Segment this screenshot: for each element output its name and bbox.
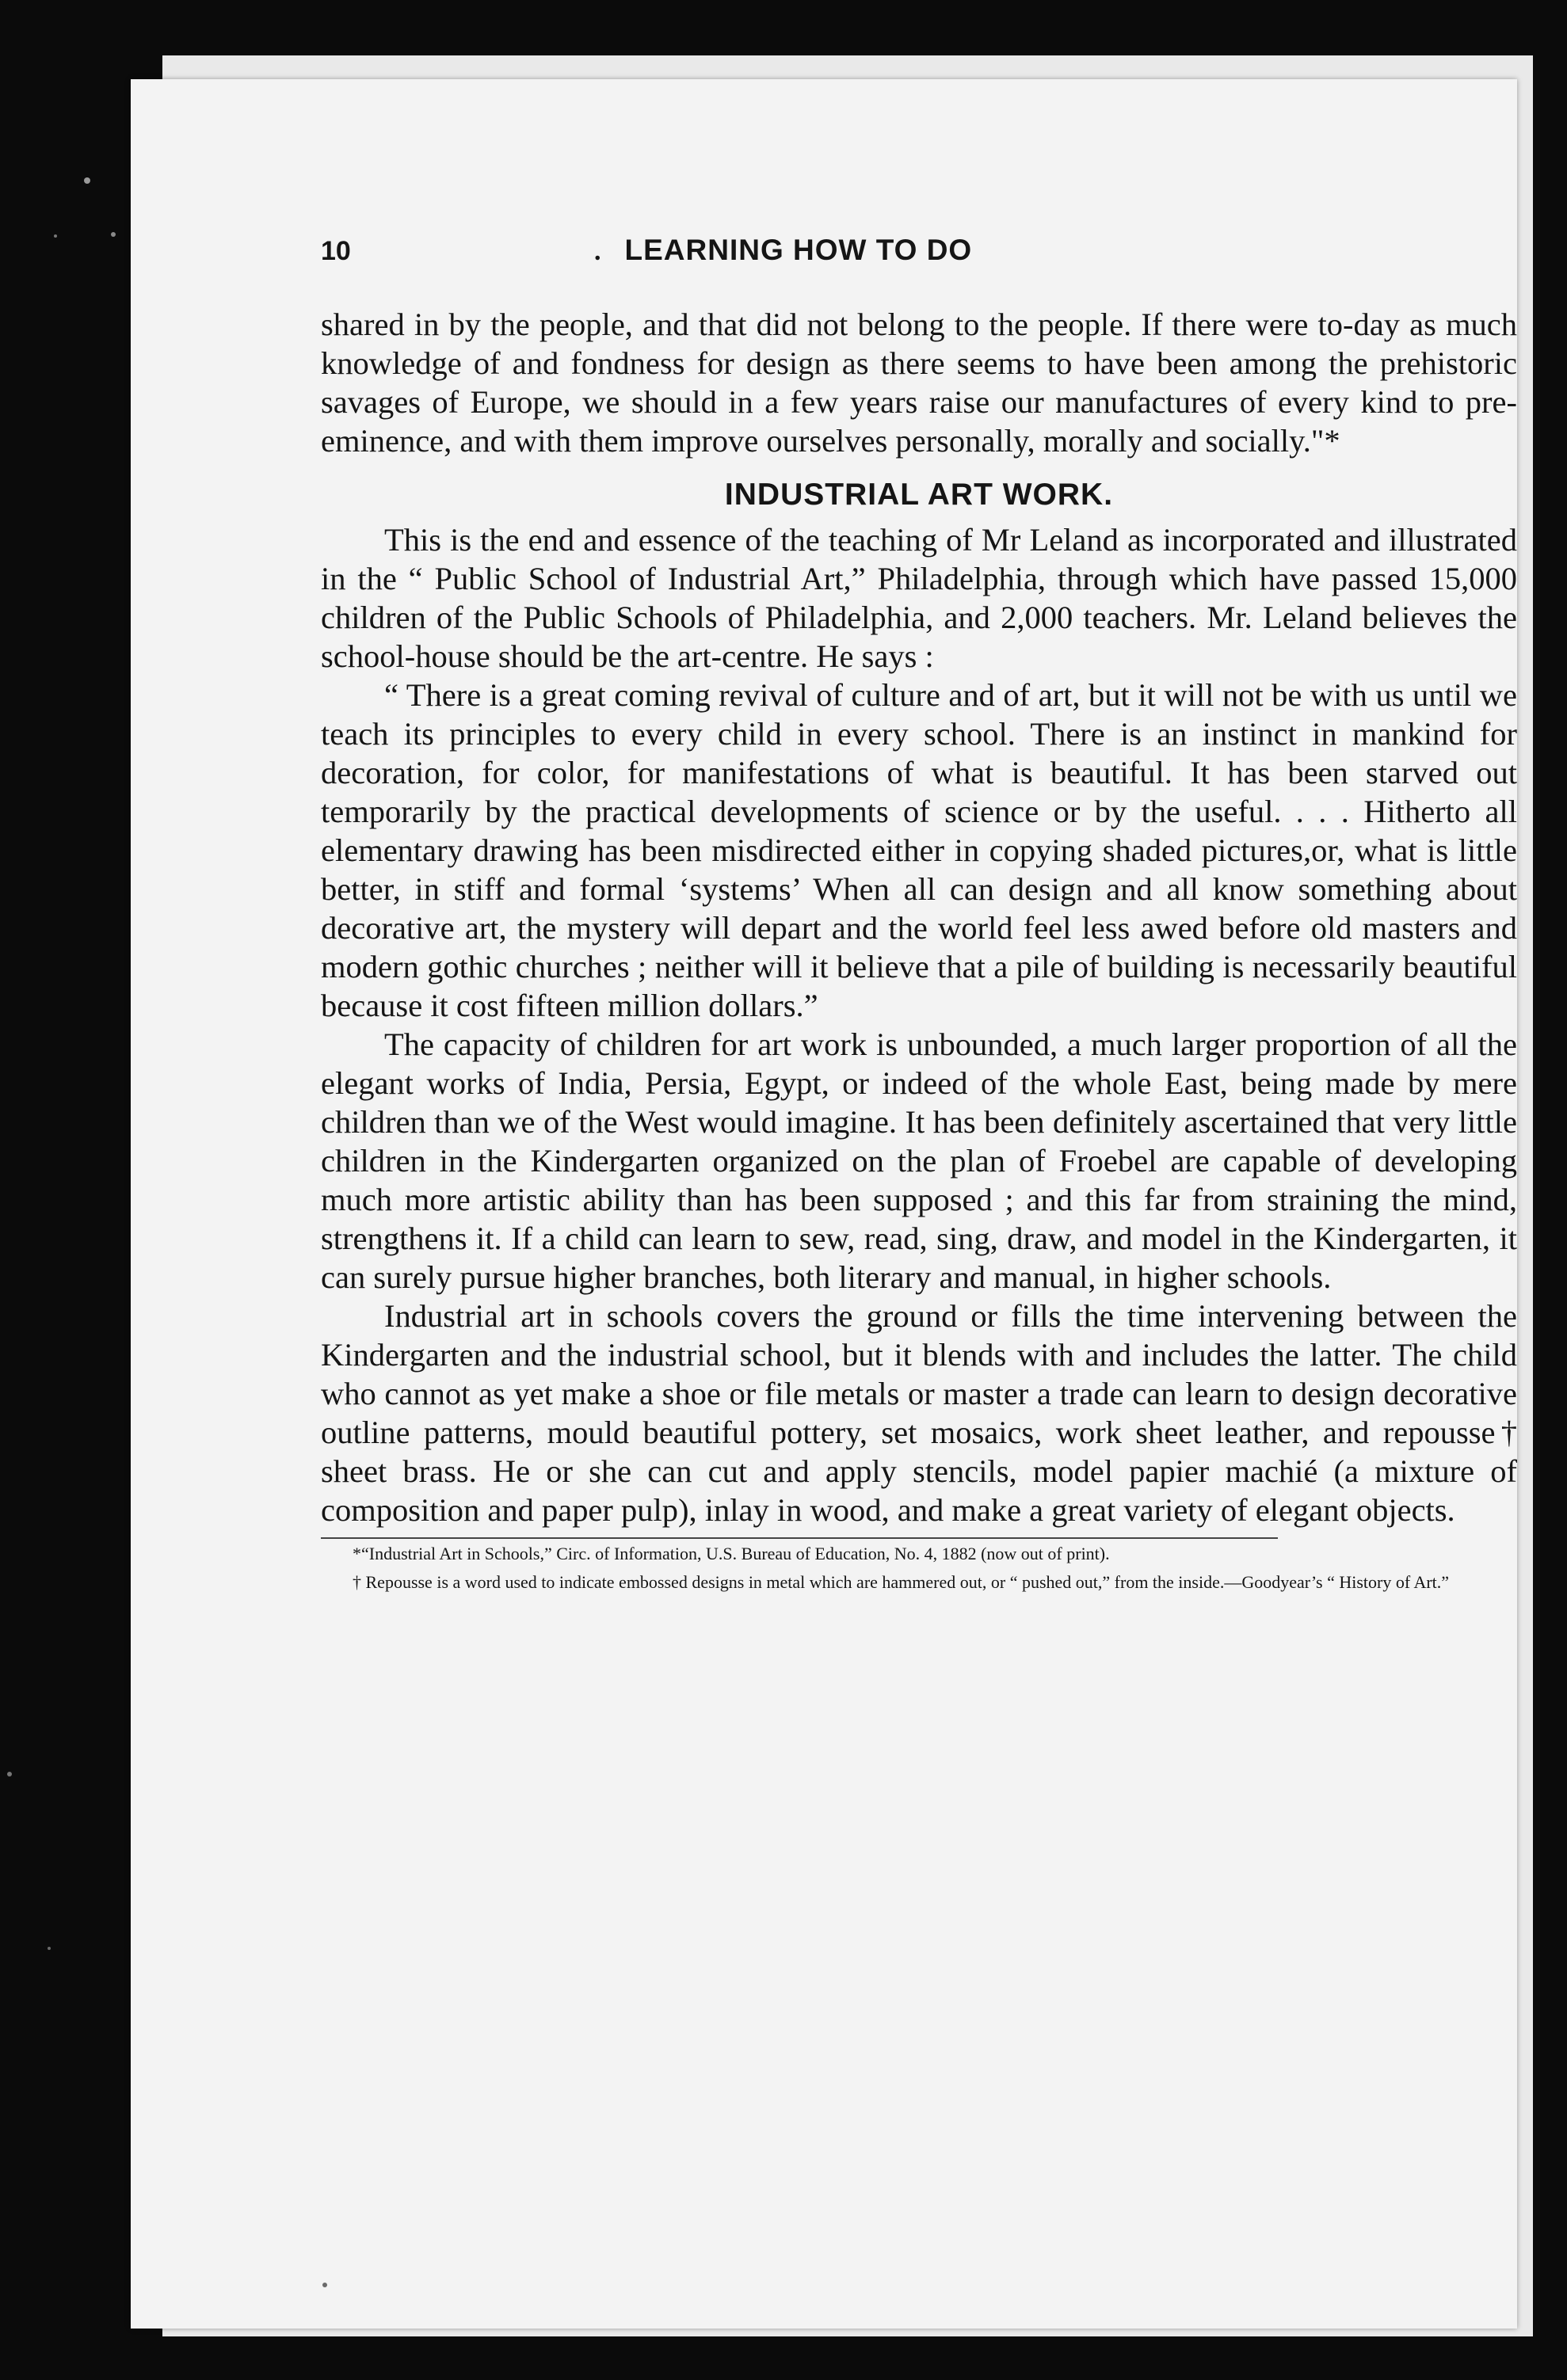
section-heading: INDUSTRIAL ART WORK. [724,478,1114,512]
paragraph-industrial-art: Industrial art in schools covers the ground or fills the time intervening between the Kindergarten and the industrial school, but it blends with and includes the latter. The child who cannot as yet make a shoe or file metals or master a trade can learn to design decorative outline patterns, mould beautiful pottery, set mosaics, work sheet leather, and repousse† sheet brass. He or she can cut and apply stencils, model papier machié (a mixture of composition and paper pulp), inlay in wood, and make a great variety of elegant objects. [321,1298,1517,1528]
running-head [321,234,1517,305]
running-head-bullet: . [594,237,601,266]
scan-speck [48,1947,51,1950]
scan-speck [54,234,57,238]
footnote-divider [321,1537,1278,1539]
paragraph-leland: This is the end and essence of the teaching of Mr Leland as incorporated and illustrated in the “ Public School of Industrial Art,” Philadelphia, through which have passed 15,000 children of the Public Schools of Philadelphia, and 2,000 teachers. Mr. Leland believes the school-house should be the art-centre. He says : [321,522,1517,674]
scan-speck [7,1772,12,1776]
paragraph-capacity: The capacity of children for art work is unbounded, a much larger proportion of all the elegant works of India, Persia, Egypt, or indeed of the whole East, being made by mere children than we of the West would imagine. It has been definitely ascertained that very little children in the Kindergarten organized on the plan of Froebel are capable of developing much more artistic ability than has been supposed ; and this far from straining the mind, strengthens it. If a child can learn to sew, read, sing, draw, and model in the Kindergarten, it can surely pursue higher branches, both literary and manual, in higher schools. [321,1026,1517,1295]
running-title: LEARNING HOW TO DO [624,234,973,266]
paragraph-continued: shared in by the people, and that did not belong to the people. If there were to-day as much knowledge of and fondness for design as there seems to have been among the prehistoric savages of Europe, we should in a few years raise our manufactures of every kind to pre-eminence, and with them improve ourselves personally, morally and socially."* [321,307,1517,459]
page-text [321,234,1517,1601]
footnote-circular: *“Industrial Art in Schools,” Circ. of Information, U.S. Bureau of Education, No. 4, 1882 (now out of print). [353,1544,1110,1563]
scan-speck [322,2283,327,2287]
paragraph-quote: “ There is a great coming revival of culture and of art, but it will not be with us until we teach its principles to every child in every school. There is an instinct in mankind for decoration, for color, for manifestations of what is beautiful. It has been starved out temporarily by the practical developments of science or by the useful. . . . Hitherto all elementary drawing has been misdirected either in copying shaded pictures,or, what is little better, in stiff and formal ‘systems’ When all can design and all know something about decorative art, the mystery will depart and the world feel less awed before old masters and modern gothic churches ; neither will it believe that a pile of building is necessarily beautiful because it cost fifteen million dollars.” [321,677,1517,1023]
scan-speck [84,177,90,184]
footnote-repousse: † Repousse is a word used to indicate embossed designs in metal which are hammered out, or “ pushed out,” from the inside.—Goodyear’s “ History of Art.” [353,1572,1450,1592]
page-number: 10 [321,236,351,266]
scan-speck [111,232,116,237]
